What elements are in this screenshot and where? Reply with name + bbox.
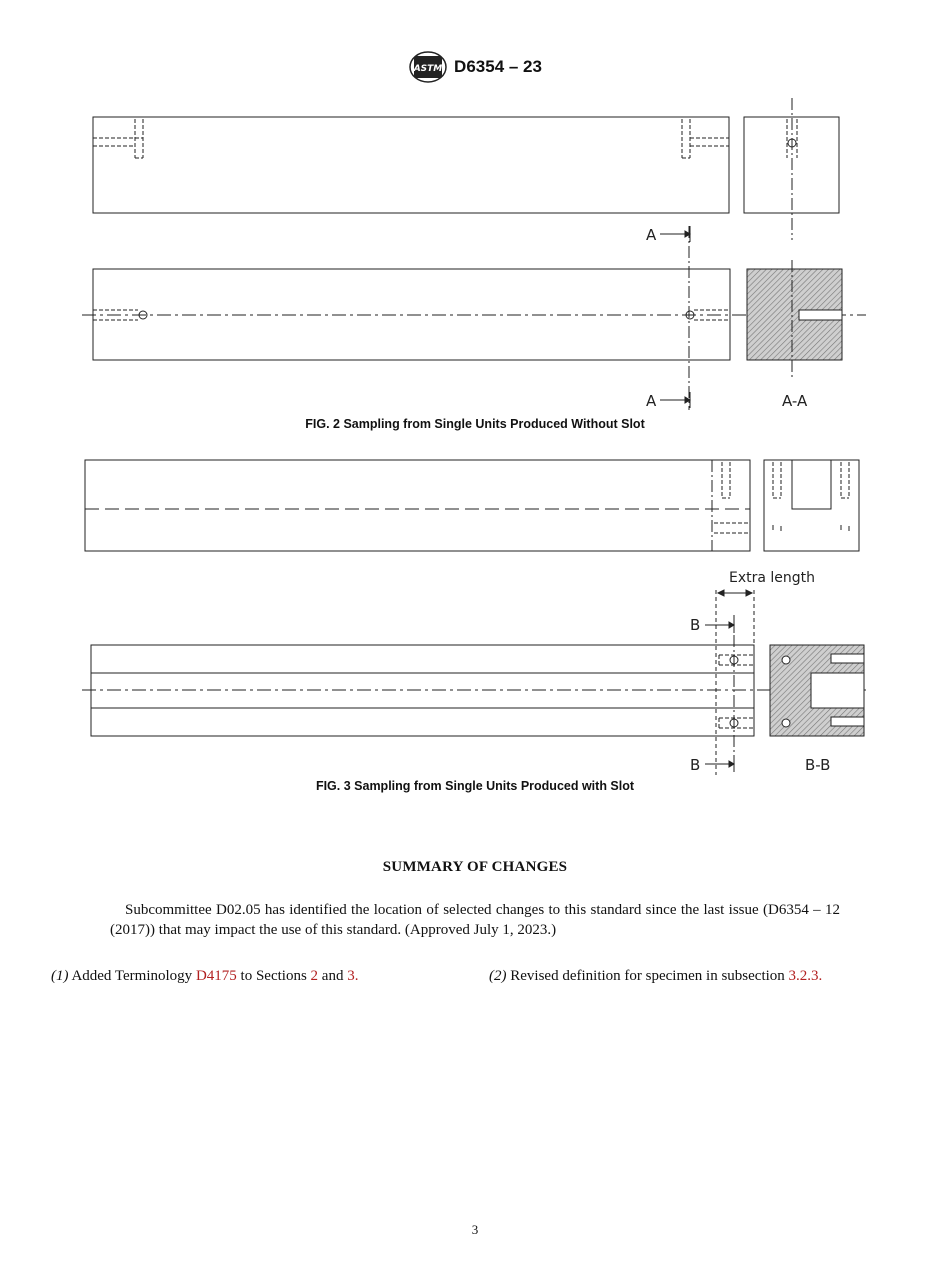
change-item-1 <box>51 968 358 985</box>
fig3-caption: FIG. 3 Sampling from Single Units Produced with Slot <box>315 779 635 793</box>
fig2-section-markers <box>660 226 690 410</box>
fig3-end-view <box>764 460 859 551</box>
link-subsection-3-2-3[interactable]: 3.2.3 <box>788 968 819 984</box>
change-end: . <box>354 968 359 984</box>
fig2-section-aa <box>747 260 842 380</box>
fig2-caption: FIG. 2 Sampling from Single Units Produced Without Slot <box>305 417 645 431</box>
change-text: to Sections <box>240 968 307 984</box>
fig3-section-bb <box>770 645 864 736</box>
fig2-top-view <box>93 117 729 213</box>
page-number: 3 <box>471 1222 479 1237</box>
change-item-2 <box>489 968 822 985</box>
link-section-3[interactable]: 3 <box>347 968 355 984</box>
standard-designation: D6354 – 23 <box>454 57 542 76</box>
change-text: and <box>321 968 344 984</box>
link-section-2[interactable]: 2 <box>310 968 319 984</box>
summary-title: SUMMARY OF CHANGES <box>382 859 568 875</box>
change-number: (1) <box>51 968 69 984</box>
change-text: Revised definition for specimen in subsection <box>510 968 785 984</box>
fig2-section-letter-bottom: A <box>646 392 657 410</box>
fig3-extra-length-dimension <box>716 590 754 775</box>
fig3-top-view <box>85 460 750 551</box>
fig3-section-view-label: B-B <box>805 756 831 774</box>
fig3-extra-length-label: Extra length <box>729 570 816 586</box>
fig2-section-letter-top: A <box>646 226 657 244</box>
fig3-section-letter-top: B <box>690 616 701 634</box>
change-number: (2) <box>489 968 507 984</box>
change-end: . <box>818 968 823 984</box>
link-d4175[interactable]: D4175 <box>195 968 237 984</box>
fig3-section-letter-bottom: B <box>690 756 701 774</box>
fig3-section-markers <box>705 615 734 775</box>
fig2-end-view <box>744 98 839 240</box>
fig3-side-view <box>82 645 866 736</box>
logo-text: ASTM <box>413 64 443 74</box>
summary-paragraph: Subcommittee D02.05 has identified the location of selected changes to this standard since the last issue (D6354 – 12 (2017)) that may impact the use of this standard. (Approved July 1, 2023.) <box>110 902 840 938</box>
change-text: Added Terminology <box>71 968 193 984</box>
fig2-section-view-label: A-A <box>782 392 808 410</box>
